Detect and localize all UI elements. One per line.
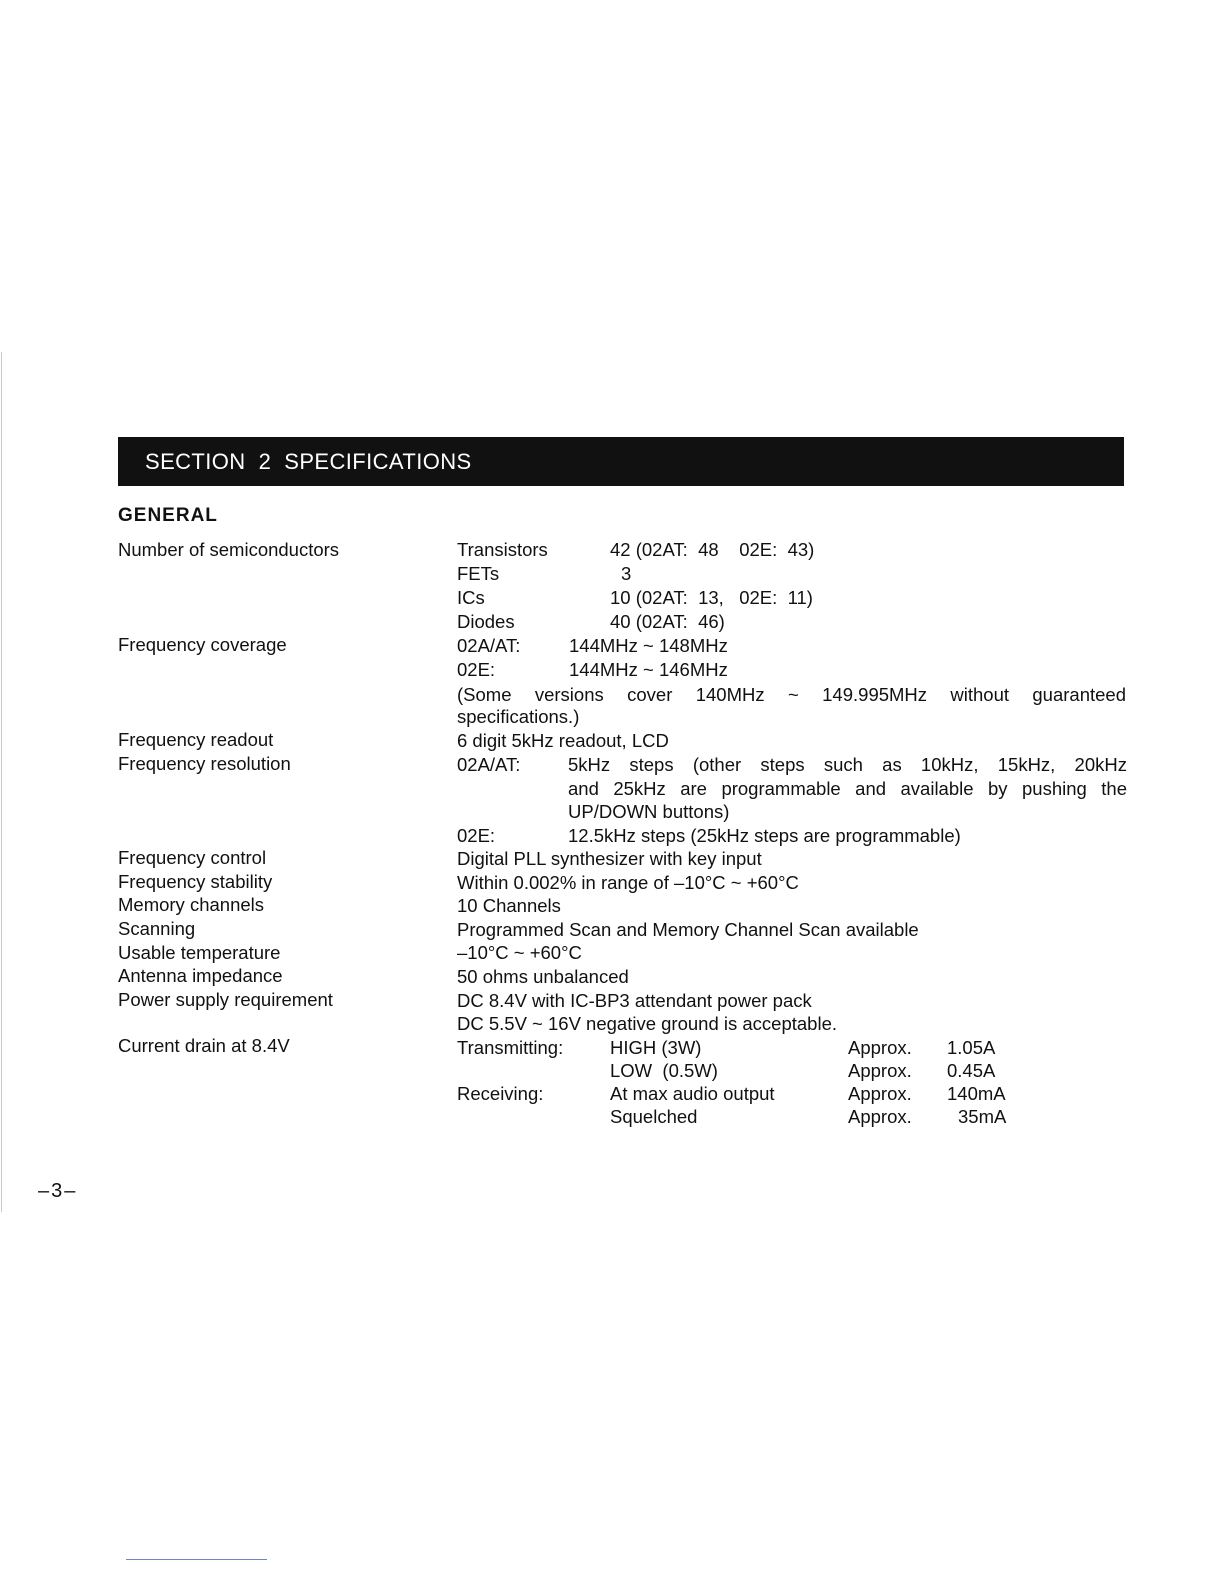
control-value: Digital PLL synthesizer with key input — [457, 848, 762, 869]
resolution-02e-label: 02E: — [457, 825, 496, 846]
ics-label: ICs — [457, 587, 485, 608]
coverage-note-line1: (Some versions cover 140MHz ~ 149.995MHz without guaranteed — [457, 684, 1126, 705]
drain-high-value: 1.05A — [947, 1037, 996, 1058]
resolution-02a-line3: UP/DOWN buttons) — [568, 801, 730, 822]
coverage-note-line2: specifications.) — [457, 706, 580, 727]
drain-transmitting-label: Transmitting: — [457, 1037, 564, 1058]
drain-max-audio-label: At max audio output — [610, 1083, 775, 1104]
label-frequency-resolution: Frequency resolution — [118, 753, 291, 774]
bottom-edge-line — [126, 1559, 267, 1560]
drain-low-approx: Approx. — [848, 1060, 912, 1081]
label-frequency-stability: Frequency stability — [118, 871, 273, 892]
label-antenna-impedance: Antenna impedance — [118, 965, 283, 986]
section-title-bar: SECTION 2 SPECIFICATIONS — [118, 437, 1124, 486]
resolution-02a-label: 02A/AT: — [457, 754, 521, 775]
general-heading: GENERAL — [118, 505, 218, 526]
resolution-02a-line1: 5kHz steps (other steps such as 10kHz, 15kHz, 20kHz — [568, 754, 1127, 775]
label-memory-channels: Memory channels — [118, 894, 265, 915]
drain-squelched-approx: Approx. — [848, 1106, 912, 1127]
coverage-02a-label: 02A/AT: — [457, 635, 521, 656]
page-number: –3– — [38, 1180, 78, 1202]
fets-label: FETs — [457, 563, 500, 584]
label-frequency-readout: Frequency readout — [118, 729, 274, 750]
label-usable-temperature: Usable temperature — [118, 942, 281, 963]
drain-low-value: 0.45A — [947, 1060, 996, 1081]
drain-max-audio-approx: Approx. — [848, 1083, 912, 1104]
label-current-drain: Current drain at 8.4V — [118, 1035, 290, 1056]
drain-max-audio-value: 140mA — [947, 1083, 1006, 1104]
drain-low-label: LOW (0.5W) — [610, 1060, 718, 1081]
readout-value: 6 digit 5kHz readout, LCD — [457, 730, 669, 751]
stability-value: Within 0.002% in range of –10°C ~ +60°C — [457, 872, 799, 893]
diodes-label: Diodes — [457, 611, 515, 632]
drain-receiving-label: Receiving: — [457, 1083, 544, 1104]
binding-margin-line — [1, 352, 2, 1212]
transistors-value: 42 (02AT: 48 02E: 43) — [610, 539, 815, 560]
coverage-02e-value: 144MHz ~ 146MHz — [569, 659, 728, 680]
label-power-supply: Power supply requirement — [118, 989, 333, 1010]
power-line2: DC 5.5V ~ 16V negative ground is acceptable. — [457, 1013, 838, 1034]
label-frequency-coverage: Frequency coverage — [118, 634, 287, 655]
label-scanning: Scanning — [118, 918, 196, 939]
label-semiconductors: Number of semiconductors — [118, 539, 340, 560]
coverage-02a-value: 144MHz ~ 148MHz — [569, 635, 728, 656]
drain-squelched-label: Squelched — [610, 1106, 698, 1127]
memory-value: 10 Channels — [457, 895, 561, 916]
label-frequency-control: Frequency control — [118, 847, 267, 868]
fets-value: 3 — [621, 563, 632, 584]
resolution-02e-value: 12.5kHz steps (25kHz steps are programmable) — [568, 825, 961, 846]
temperature-value: –10°C ~ +60°C — [457, 942, 582, 963]
diodes-value: 40 (02AT: 46) — [610, 611, 725, 632]
coverage-02e-label: 02E: — [457, 659, 496, 680]
transistors-label: Transistors — [457, 539, 548, 560]
antenna-value: 50 ohms unbalanced — [457, 966, 629, 987]
resolution-02a-line2: and 25kHz are programmable and available by pushing the — [568, 778, 1127, 799]
drain-high-approx: Approx. — [848, 1037, 912, 1058]
scanning-value: Programmed Scan and Memory Channel Scan available — [457, 919, 919, 940]
drain-squelched-value: 35mA — [958, 1106, 1007, 1127]
drain-high-label: HIGH (3W) — [610, 1037, 702, 1058]
ics-value: 10 (02AT: 13, 02E: 11) — [610, 587, 813, 608]
power-line1: DC 8.4V with IC-BP3 attendant power pack — [457, 990, 812, 1011]
